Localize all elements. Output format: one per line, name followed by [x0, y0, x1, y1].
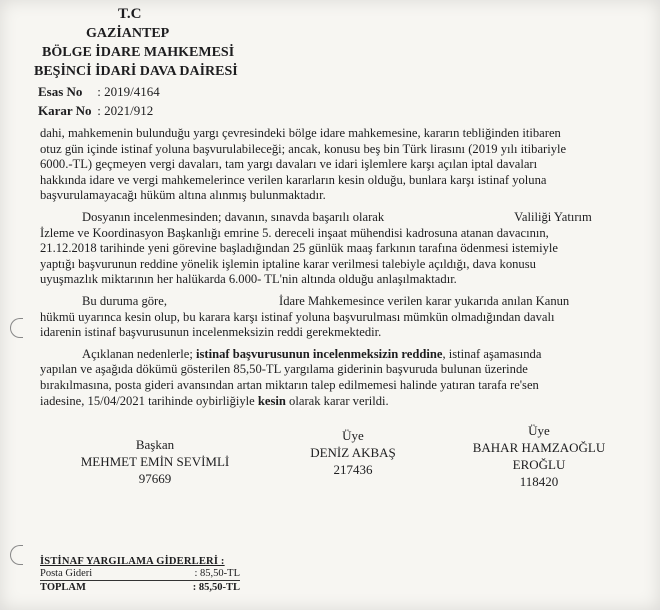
- paragraph-conclusion: [40, 294, 632, 341]
- signature-role: Üye: [528, 423, 550, 438]
- punch-hole-mark: [10, 318, 23, 338]
- costs-title: İSTİNAF YARGILAMA GİDERLERİ :: [40, 556, 225, 567]
- costs-label: Posta Gideri: [40, 568, 93, 579]
- text-line: [40, 394, 632, 410]
- city-name: GAZİANTEP: [86, 26, 170, 41]
- text-line: idarenin istinaf başvurusunun incelenmeksizin reddi gerekmektedir.: [40, 325, 382, 340]
- punch-hole-mark: [10, 545, 23, 565]
- tc-label: T.C: [118, 6, 142, 22]
- signature-number: 118420: [519, 474, 559, 489]
- signature-number: 217436: [333, 462, 373, 477]
- text-line: 21.12.2018 tarihinde yeni görevine başladığından 25 günlük maaş farkının tarafına ödenmesi istemiyle: [40, 241, 558, 256]
- esas-value: : 2019/4164: [97, 84, 160, 99]
- text-fragment: İdare Mahkemesince verilen karar yukarıda anılan Kanun: [279, 293, 570, 308]
- text-fragment: Valiliği Yatırım: [514, 209, 592, 224]
- signature-member-2: [454, 422, 624, 490]
- signature-name: MEHMET EMİN SEVİMLİ: [80, 454, 230, 469]
- text-line: hakkında idare ve vergi mahkemelerince verilen kararların kesin olduğu, bunlara karşı istinaf yoluna: [40, 172, 547, 187]
- signature-name: DENİZ AKBAŞ: [310, 445, 396, 460]
- costs-total-label: TOPLAM: [40, 582, 86, 593]
- esas-number: [38, 84, 160, 100]
- karar-number: [38, 103, 153, 119]
- text-fragment: olarak karar verildi.: [285, 393, 389, 408]
- text-fragment: , istinaf aşamasında: [442, 346, 542, 361]
- text-fragment: Açıklanan nedenlerle;: [82, 346, 196, 361]
- signature-number: 97669: [138, 471, 172, 486]
- signature-role: Başkan: [135, 437, 175, 452]
- costs-table: [40, 556, 240, 594]
- ruling-bold-text: istinaf başvurusunun incelenmeksizin reddine: [196, 346, 443, 361]
- signature-member-1: [278, 427, 428, 478]
- decision-body: [40, 126, 632, 415]
- text-line: hükmü uyarınca kesin olup, bu karara karşı istinaf yoluna başvurulması mümkün olmadığından davalı: [40, 309, 555, 324]
- paragraph-ruling: [40, 347, 632, 409]
- costs-total-value: : 85,50-TL: [192, 582, 240, 593]
- text-line: otuz gün içinde istinaf yoluna başvurulabileceği; ancak, konusu beş bin Türk lirasını (2019 yılı itibariyle: [40, 141, 567, 156]
- chamber-name: BEŞİNCİ İDARİ DAVA DAİRESİ: [34, 64, 238, 79]
- text-line: yaptığı başvurunun reddine yönelik işlemin iptaline karar verilmesi talebiyle açıldığı, dava konusu: [40, 256, 536, 271]
- text-line: [40, 294, 632, 310]
- text-fragment: Dosyanın incelenmesinden; davanın, sınavda başarılı olarak: [82, 209, 385, 224]
- text-line: [40, 210, 632, 226]
- text-line: bırakılmasına, posta gideri avansından artan miktarın talep edilmemesi halinde yatıran tarafa re'sen: [40, 377, 539, 392]
- paragraph-legal-basis: [40, 126, 632, 204]
- text-line: İzleme ve Koordinasyon Başkanlığı emrine 5. dereceli inşaat mühendisi kadrosuna atanan davacının,: [40, 225, 549, 240]
- text-line: 6000.-TL) geçmeyen vergi davaları, tam yargı davaları ve idari işlemlere karşı açılan iptal davaları: [40, 157, 538, 172]
- signature-name-line-1: BAHAR HAMZAOĞLU: [472, 440, 606, 455]
- text-line: uyuşmazlık miktarının her halükarda 6.000- TL'nin altında olduğu anlaşılmaktadır.: [40, 272, 457, 287]
- text-fragment: Bu duruma göre,: [82, 293, 167, 308]
- text-line: dahi, mahkemenin bulunduğu yargı çevresindeki bölge idare mahkemesine, kararın tebliğinden itibaren: [40, 126, 561, 140]
- text-line: [40, 347, 632, 363]
- costs-row: [40, 567, 240, 581]
- signature-role: Üye: [342, 428, 364, 443]
- text-line: başvurulamayacağı hüküm altına alınmış bulunmaktadır.: [40, 188, 326, 203]
- karar-label: Karar No: [38, 103, 92, 118]
- costs-total-row: [40, 581, 240, 594]
- signature-name-line-2: EROĞLU: [512, 457, 566, 472]
- costs-value: : 85,50-TL: [194, 568, 240, 579]
- text-line: yapılan ve aşağıda dökümü gösterilen 85,50-TL yargılama giderinin başvuruda bulunan üzerinde: [40, 362, 528, 377]
- karar-value: : 2021/912: [97, 103, 154, 118]
- paragraph-case-review: [40, 210, 632, 288]
- esas-label: Esas No: [38, 84, 83, 99]
- final-bold-text: kesin: [257, 393, 286, 408]
- court-name: BÖLGE İDARE MAHKEMESİ: [42, 45, 235, 60]
- signature-president: [60, 436, 250, 487]
- text-fragment: iadesine, 15/04/2021 tarihinde oybirliğiyle: [40, 393, 258, 408]
